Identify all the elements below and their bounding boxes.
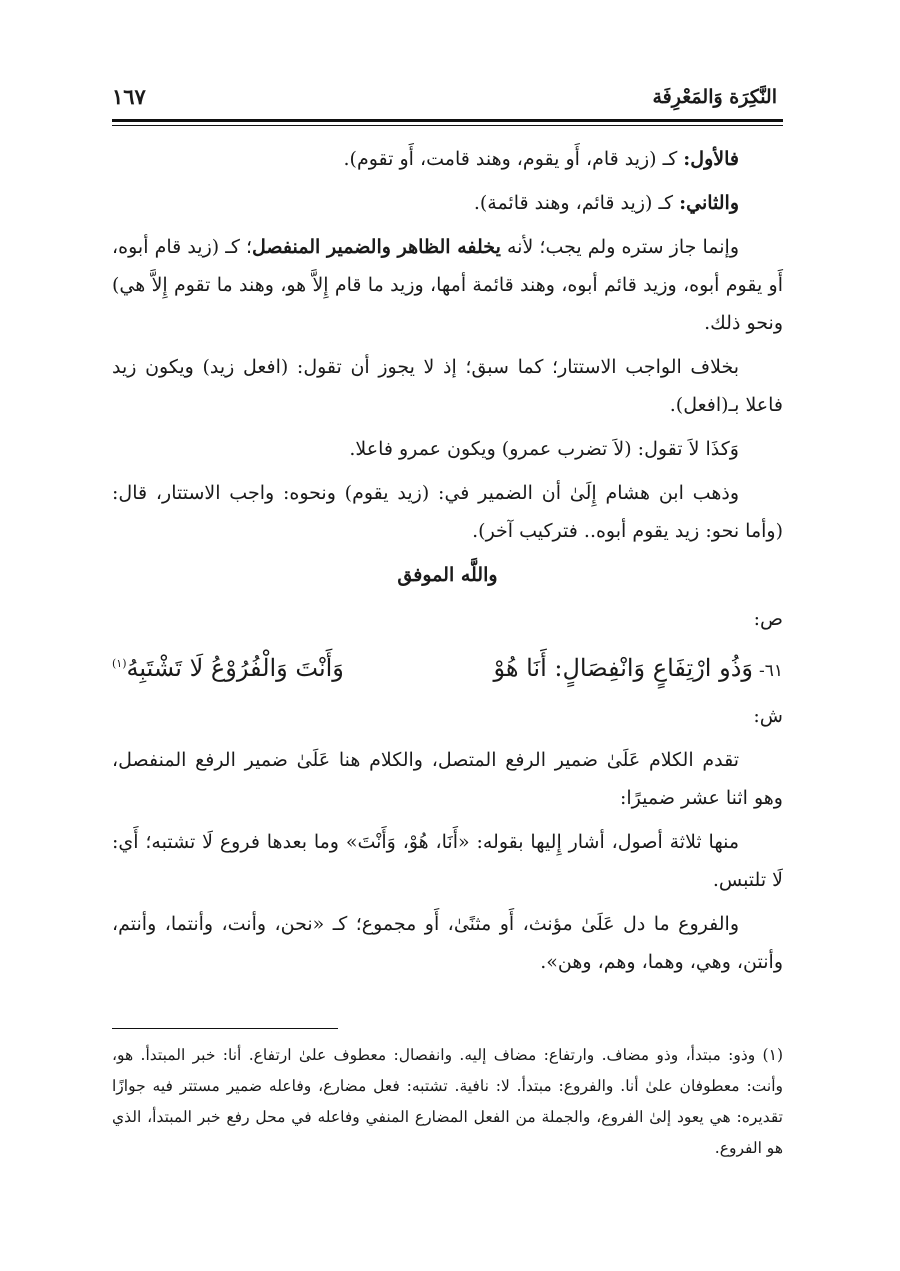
verse-line bbox=[112, 640, 783, 695]
shin-marker: ش: bbox=[753, 705, 783, 727]
reason-text-a: وإنما جاز ستره ولم يجب؛ لأنه bbox=[500, 236, 740, 258]
paragraph-contrast: بخلاف الواجب الاستتار؛ كما سبق؛ إذ لا يجوز أن تقول: (افعل زيد) ويكون زيد فاعلا بـ(افعل). bbox=[112, 356, 783, 416]
example-second: كـ (زيد قائم، وهند قائمة). bbox=[473, 192, 680, 214]
paragraph-roots: منها ثلاثة أصول، أشار إِليها بقوله: «أَنَا، هُوْ، وَأَنْتَ» وما بعدها فروع لَا تشتبه؛ أَي: لَا تلتبس. bbox=[112, 831, 783, 891]
sad-marker: ص: bbox=[753, 608, 783, 630]
page-number: ١٦٧ bbox=[112, 84, 146, 109]
header-rule-thick bbox=[112, 119, 783, 122]
verse-right-hemistich: وَذُو ارْتِفَاعٍ وَانْفِصَالٍ: أَنَا هُوْ bbox=[493, 654, 753, 682]
paragraph-branches: والفروع ما دل عَلَىٰ مؤنث، أَو مثنًىٰ، أَو مجموع؛ كـ «نحن، وأنت، وأنتما، وأنتم، وأنتن، وهي، وهما، وهم، وهن». bbox=[112, 913, 783, 973]
paragraph-likewise: وَكذَا لاَ تقول: (لاَ تضرب عمرو) ويكون عمرو فاعلا. bbox=[349, 438, 739, 460]
footnote-reference: (١) bbox=[112, 657, 127, 670]
page-header bbox=[112, 84, 777, 116]
verse-left-hemistich: وَأَنْتَ وَالْفُرُوْعُ لَا تَشْتَبِهُ bbox=[126, 654, 344, 682]
paragraph-ibn-hisham: وذهب ابن هشام إِلَىٰ أن الضمير في: (زيد يقوم) ونحوه: واجب الاستتار، قال: (وأما نحو: زيد يقوم أبوه.. فتركيب آخر). bbox=[112, 482, 783, 542]
reason-bold: يخلفه الظاهر والضمير المنفصل bbox=[252, 236, 501, 258]
running-title: النَّكِرَة وَالمَعْرِفَة bbox=[652, 86, 777, 108]
term-second: والثاني: bbox=[679, 192, 739, 214]
paragraph-separate-pronouns: تقدم الكلام عَلَىٰ ضمير الرفع المتصل، والكلام هنا عَلَىٰ ضمير الرفع المنفصل، وهو اثنا عشر ضميرًا: bbox=[112, 749, 783, 809]
example-first: كـ (زيد قام، أَو يقوم، وهند قامت، أَو تقوم). bbox=[343, 148, 684, 170]
verse-left-hemistich-wrap bbox=[112, 640, 344, 692]
paragraph-second-type bbox=[112, 184, 783, 222]
footnote-text: (١) وذو: مبتدأ، وذو مضاف. وارتفاع: مضاف إليه. وانفصال: معطوف علىٰ ارتفاع. أنا: خبر المبتدأ. هو، وأنت: معطوفان علىٰ أنا. والفروع: مبتدأ. لا: نافية. تشتبه: فعل مضارع، وفاعله ضمير مستتر فيه جوازًا تقديره: هي يعود إلىٰ الفروع، والجملة من الفعل المضارع المنفي وفاعله في محل رفع خبر المبتدأ، الذي هو الفروع. bbox=[112, 1046, 783, 1157]
footnote-separator bbox=[112, 1028, 338, 1029]
paragraph-first-type bbox=[112, 140, 783, 178]
main-text bbox=[112, 140, 783, 981]
term-first: فالأول: bbox=[683, 148, 739, 170]
footnote-area bbox=[112, 1040, 783, 1164]
paragraph-reason bbox=[112, 228, 783, 342]
reason-text-b: ؛ كـ (زيد قام أبوه، أَو يقوم أبوه، وزيد قائم أبوه، وهند قائمة أمها، وزيد ما قام إِلاَّ هو، وهند ما تقوم إِلاَّ هي) ونحو ذلك. bbox=[112, 236, 783, 334]
verse-number: ٦١- bbox=[758, 661, 783, 681]
closing-phrase: واللَّه الموفق bbox=[397, 564, 498, 586]
verse-right-hemistich-wrap bbox=[493, 644, 783, 695]
header-rule-thin bbox=[112, 125, 783, 126]
